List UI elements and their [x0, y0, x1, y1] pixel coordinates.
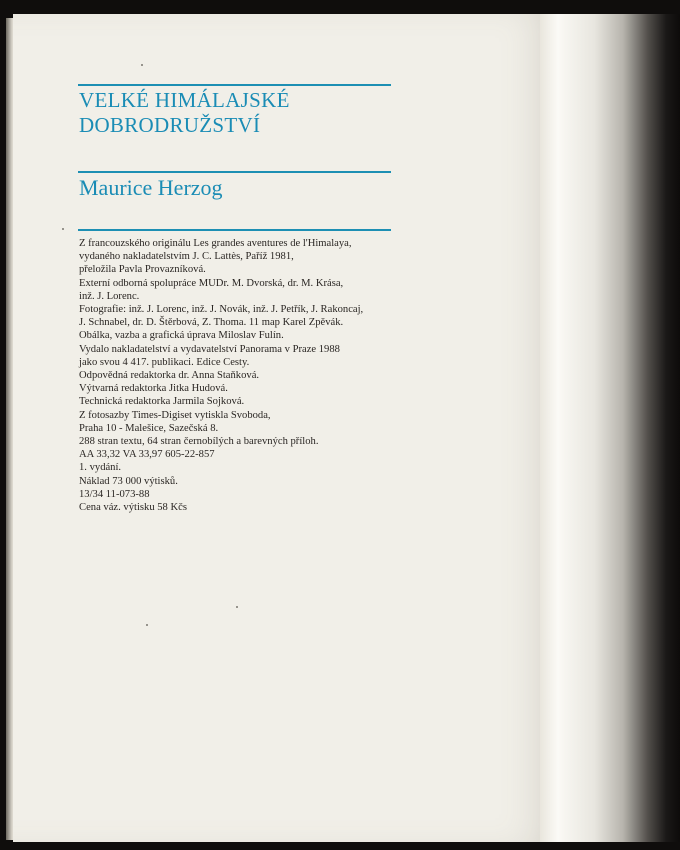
imprint-line: vydaného nakladatelstvím J. C. Lattès, Paříž 1981, [79, 251, 294, 263]
imprint-line: Praha 10 - Malešice, Sazečská 8. [79, 422, 219, 434]
imprint-line: AA 33,32 VA 33,97 605-22-857 [79, 449, 215, 461]
book-title-line: DOBRODRUŽSTVÍ [79, 113, 261, 137]
imprint-line: Odpovědná redaktorka dr. Anna Staňková. [79, 370, 260, 382]
imprint-line: Z francouzského originálu Les grandes aventures de l'Himalaya, [79, 238, 352, 249]
paper-speck [146, 624, 148, 626]
imprint-line: Fotografie: inž. J. Lorenc, inž. J. Novák, inž. J. Petřík, J. Rakoncaj, [79, 304, 364, 316]
imprint-line: 288 stran textu, 64 stran černobílých a barevných příloh. [79, 436, 319, 448]
title-rule-middle [78, 171, 391, 173]
title-rule-top [78, 84, 391, 86]
imprint-line: Technická redaktorka Jarmila Sojková. [79, 396, 245, 408]
imprint-line: J. Schnabel, dr. D. Štěrbová, Z. Thoma. 11 map Karel Zpěvák. [79, 317, 344, 329]
imprint-line: 13/34 11-073-88 [79, 488, 150, 500]
book-title [79, 88, 399, 138]
imprint-line: Obálka, vazba a grafická úprava Miloslav Fulín. [79, 330, 284, 342]
imprint-line: 1. vydání. [79, 462, 122, 474]
imprint-line: Z fotosazby Times-Digiset vytiskla Svoboda, [79, 409, 271, 421]
book-author: Maurice Herzog [79, 175, 223, 200]
paper-speck [141, 64, 143, 66]
imprint-line: Výtvarná redaktorka Jitka Hudová. [79, 383, 228, 395]
imprint-block [79, 237, 409, 514]
imprint-line: Vydalo nakladatelství a vydavatelství Panorama v Praze 1988 [79, 343, 340, 355]
paper-speck [62, 228, 64, 230]
paper-speck [236, 606, 238, 608]
facing-page-shadow [566, 14, 680, 842]
imprint-line: inž. J. Lorenc. [79, 290, 140, 302]
book-title-line: VELKÉ HIMÁLAJSKÉ [79, 88, 290, 112]
imprint-line: přeložila Pavla Provazníková. [79, 264, 206, 276]
imprint-line: Cena váz. výtisku 58 Kčs [79, 502, 187, 514]
author-rule-bottom [78, 229, 391, 231]
imprint-line: jako svou 4 417. publikaci. Edice Cesty. [79, 356, 250, 368]
imprint-line: Externí odborná spolupráce MUDr. M. Dvorská, dr. M. Krása, [79, 277, 344, 289]
imprint-line: Náklad 73 000 výtisků. [79, 475, 178, 487]
